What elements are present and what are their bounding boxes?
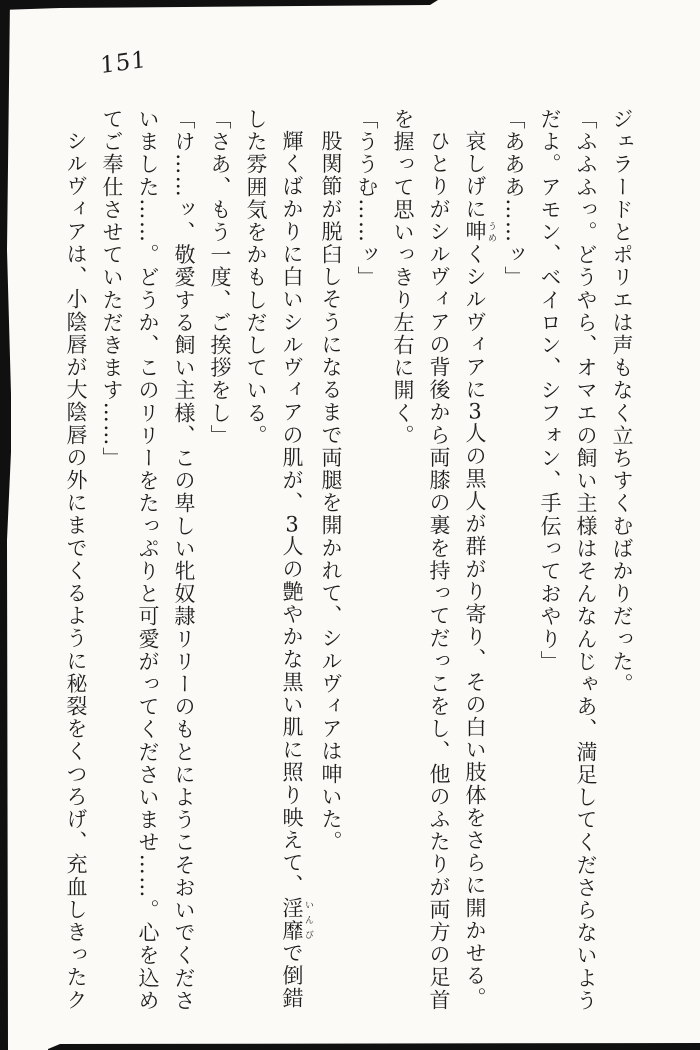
text-column: 「あああ……ッ」 (502, 108, 526, 289)
text-column: 輝くばかりに白いシルヴィアの肌が、3人の艶やかな黒い肌に照り映えて、淫靡 いんびで倒錯 (280, 130, 313, 1010)
text-column: ジェラードとポリエは声もなく立ちすくむばかりだった。 (610, 108, 634, 696)
text-column: 「ううむ……ッ」 (355, 108, 379, 289)
page-number: 151 (99, 46, 148, 80)
text-column: てご奉仕させていただきます……」 (100, 108, 124, 470)
text-column: 「ふふふっ。どうやら、オマエの飼い主様はそんなんじゃあ、満足してくださらないよう (574, 108, 598, 1012)
text-column: 「さあ、もう一度、ご挨拶をし」 (208, 108, 232, 447)
text-column: 股関節が脱臼しそうになるまで両腿を開かれて、シルヴィアは呻いた。 (319, 130, 343, 854)
scan-artifact-left-edge (0, 0, 11, 1050)
text-column: いました……。どうか、このリリーをたっぷりと可愛がってくださいませ……。心を込め (136, 108, 160, 1012)
text-column: 哀しげに呻 うめくシルヴィアに3人の黒人が群がり寄り、その白い肢体をさらに開かせる。 (463, 130, 496, 1010)
text-column: 「け……ッ、敬愛する飼い主様、この卑しい牝奴隷リリーのもとにようこそおいでくださ (172, 108, 196, 1012)
text-column: だよ。アモン、ベイロン、シフォン、手伝っておやり」 (538, 108, 562, 673)
scan-artifact-top-edge (0, 0, 438, 10)
text-column: シルヴィアは、小陰唇が大陰唇の外にまでくるように秘裂をくつろげ、充血しきったク (64, 130, 88, 1012)
text-column: を握って思いっきり左右に開く。 (391, 108, 415, 447)
text-column: ひとりがシルヴィアの背後から両膝の裏を持ってだっこをし、他のふたりが両方の足首 (427, 130, 451, 1012)
text-column: した雰囲気をかもしだしている。 (244, 108, 268, 447)
scan-artifact-bottom-edge (48, 1043, 700, 1050)
text-block (58, 108, 640, 1016)
